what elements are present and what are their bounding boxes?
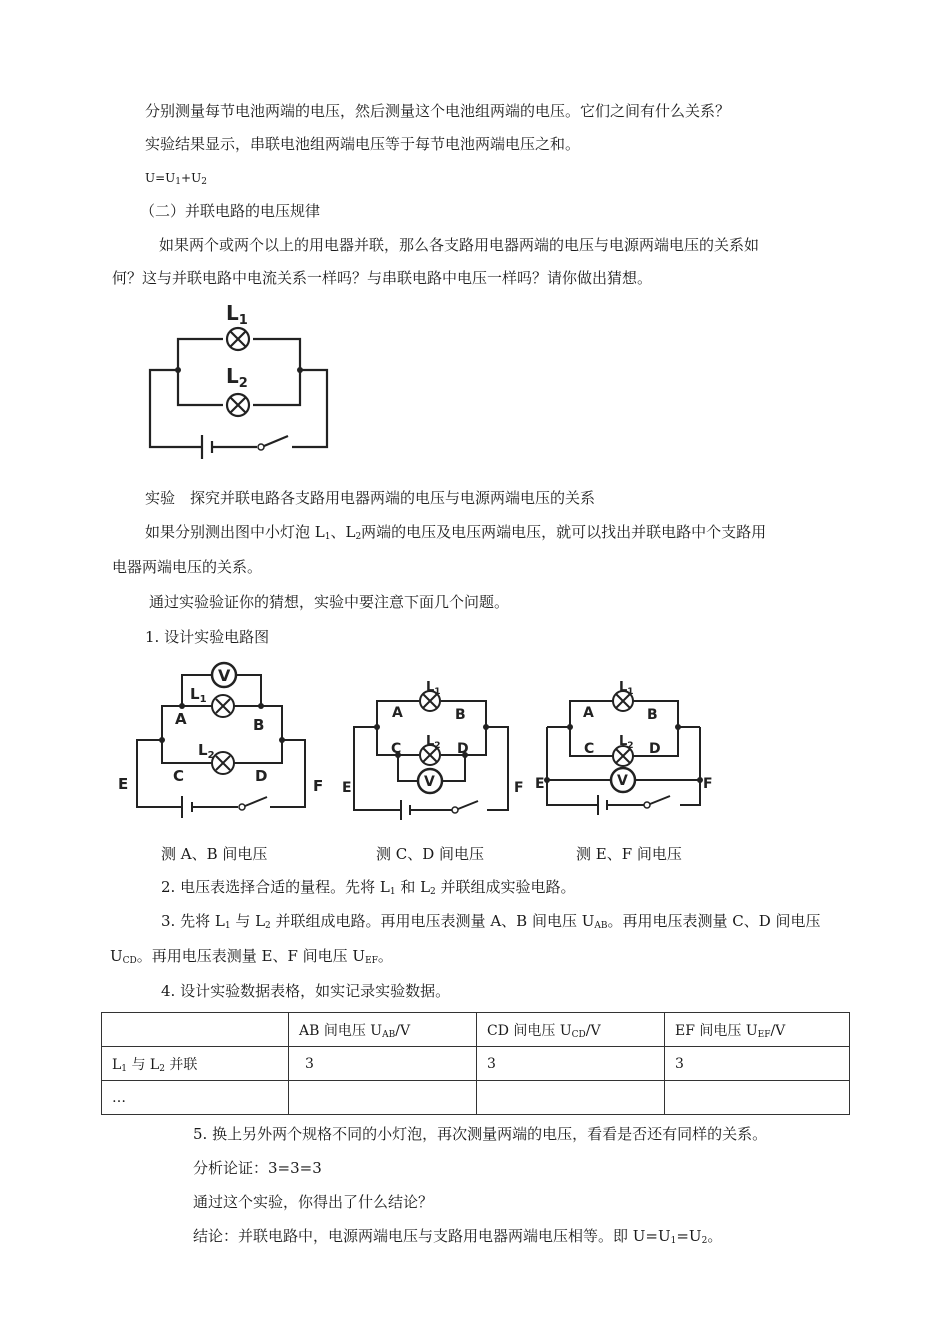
measurement-circuits-figure [110,655,720,835]
paragraph-2: 实验结果显示，串联电池组两端电压等于每节电池两端电压之和。 [145,135,581,153]
table-row-label: $L_1$ 与 $L_2$ 并联 [102,1047,289,1081]
step-3-line-1: 3. 先将 $L_1$ 与 $L_2$ 并联组成电路。再用电压表测量 A、B 间电压 $U_{AB}$。再用电压表测量 C、D 间电压 [161,912,821,931]
paragraph-4-line-2: 电器两端电压的关系。 [112,558,263,576]
table-header-row [102,1013,850,1047]
question: 通过这个实验，你得出了什么结论？ [193,1193,434,1211]
paragraph-4-line-1: 如果分别测出图中小灯泡 $L_1$、$L_2$两端的电压及电压两端电压，就可以找出并联电路中个支路用 [145,523,767,542]
svg-text:L2: $L_2$ [198,741,215,761]
svg-text:V: V [424,774,435,790]
svg-text:E: E [535,776,545,792]
svg-text:A: A [392,705,403,721]
step-5: 5. 换上另外两个规格不同的小灯泡，再次测量两端的电压，看看是否还有同样的关系。 [193,1125,768,1143]
table-row-label: … [102,1081,289,1115]
paragraph-3-line-2: 何？这与并联电路中电流关系一样吗？与串联电路中电压一样吗？请你做出猜想。 [112,269,653,287]
svg-text:D: D [649,741,661,757]
section-heading: （二）并联电路的电压规律 [140,202,321,220]
svg-text:L1: $L_1$ [426,680,441,697]
table-header-cd: CD 间电压 $U_{CD}/V$ [477,1013,665,1047]
caption-ef: 测 E、F 间电压 [576,845,682,863]
svg-text:E: E [118,775,129,793]
table-cell [477,1081,665,1115]
experiment-title: 实验 探究并联电路各支路用电器两端的电压与电源两端电压的关系 [145,489,596,507]
svg-text:D: D [457,741,469,757]
table-header-ab: AB 间电压 $U_{AB}/V$ [289,1013,477,1047]
svg-text:E: E [342,780,352,796]
svg-text:B: B [455,707,466,723]
table-row [102,1047,850,1081]
analysis: 分析论证：3=3=3 [193,1159,322,1177]
svg-text:F: F [313,777,324,795]
svg-text:B: B [647,707,658,723]
paragraph-3-line-1: 如果两个或两个以上的用电器并联，那么各支路用电器两端的电压与电源两端电压的关系如 [159,236,760,254]
svg-text:D: D [255,767,268,785]
data-table [101,1012,850,1115]
svg-text:A: A [175,710,187,728]
table-cell [289,1081,477,1115]
svg-text:L1: $L_1$ [619,680,634,697]
svg-text:V: V [218,666,231,685]
svg-text:V: V [617,773,628,789]
step-2: 2. 电压表选择合适的量程。先将 $L_1$ 和 $L_2$ 并联组成实验电路。 [161,878,576,897]
svg-text:F: F [703,776,713,792]
conclusion: 结论：并联电路中，电源两端电压与支路用电器两端电压相等。即 $U=U_1=U_2$。 [193,1227,723,1246]
table-cell-cd: 3 [477,1047,665,1081]
paragraph-1: 分别测量每节电池两端的电压，然后测量这个电池组两端的电压。它们之间有什么关系？ [145,102,731,120]
formula-series: $U=U_1+U_2$ [145,171,207,187]
table-row [102,1081,850,1115]
svg-text:L2: $L_2$ [619,734,634,751]
step-4: 4. 设计实验数据表格，如实记录实验数据。 [161,982,451,1000]
caption-ab: 测 A、B 间电压 [161,845,268,863]
table-cell [665,1081,850,1115]
step-3-line-2: $U_{CD}$。再用电压表测量 E、F 间电压 $U_{EF}$。 [110,947,393,966]
caption-cd: 测 C、D 间电压 [376,845,485,863]
svg-text:C: C [584,741,595,757]
table-cell-ab: 3 [289,1047,477,1081]
svg-text:F: F [514,780,524,796]
step-1: 1. 设计实验电路图 [145,628,270,646]
parallel-circuit-figure [140,295,340,470]
table-cell-ef: 3 [665,1047,850,1081]
svg-text:L2: $L_2$ [226,364,248,391]
table-cell [102,1013,289,1047]
svg-text:C: C [391,741,402,757]
svg-text:L1: $L_1$ [190,685,207,705]
svg-text:L2: $L_2$ [426,734,441,751]
svg-text:L1: $L_1$ [226,301,248,328]
paragraph-5: 通过实验验证你的猜想，实验中要注意下面几个问题。 [149,593,510,611]
table-header-ef: EF 间电压 $U_{EF}/V$ [665,1013,850,1047]
svg-text:C: C [173,767,185,785]
svg-text:A: A [583,705,594,721]
svg-text:B: B [253,716,265,734]
